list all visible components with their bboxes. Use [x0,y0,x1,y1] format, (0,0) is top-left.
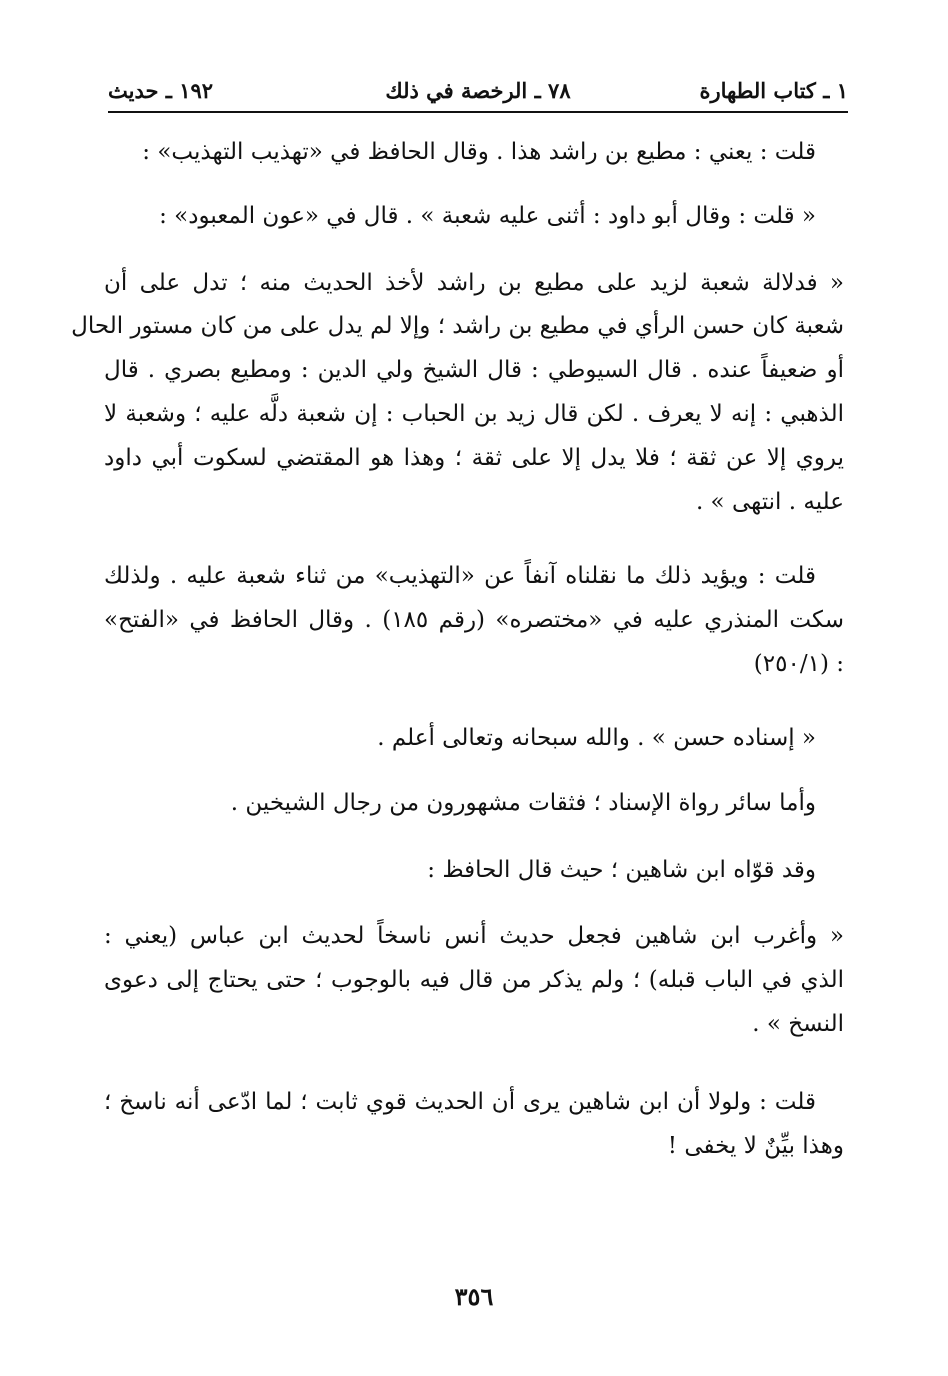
paragraph-3-line-2: شعبة كان حسن الرأي في مطيع بن راشد ؛ وإلا لم يدل على من كان مستور الحال [71,313,844,339]
paragraph-3-line-5: يروي إلا عن ثقة ؛ فلا يدل إلا على ثقة ؛ وهذا هو المقتضي لسكوت أبي داود [104,445,844,471]
paragraph-8-line-2: الذي في الباب قبله) ؛ ولم يذكر من قال فيه بالوجوب ؛ حتى يحتاج إلى دعوى [104,967,844,993]
paragraph-8-line-3: النسخ » . [752,1011,844,1037]
header-chapter-title: ٧٨ ـ الرخصة في ذلك [385,78,571,103]
paragraph-4-line-2: سكت المنذري عليه في «مختصره» (رقم ١٨٥) . وقال الحافظ في «الفتح» [104,607,844,633]
paragraph-3-line-1: « فدلالة شعبة لزيد على مطيع بن راشد لأخذ الحديث منه ؛ تدل على أن [104,270,844,296]
running-header [108,72,848,112]
paragraph-1-line-1: قلت : يعني : مطيع بن راشد هذا . وقال الحافظ في «تهذيب التهذيب» : [142,139,816,165]
paragraph-9-line-2: وهذا بيِّنٌ لا يخفى ! [667,1133,844,1159]
paragraph-5-line-1: « إسناده حسن » . والله سبحانه وتعالى أعلم . [377,725,816,751]
paragraph-3-line-3: أو ضعيفاً عنده . قال السيوطي : قال الشيخ ولي الدين : ومطيع بصري . قال [104,357,844,383]
page-number: ٣٥٦ [454,1282,494,1311]
paragraph-7-line-1: وقد قوّاه ابن شاهين ؛ حيث قال الحافظ : [427,857,816,883]
header-rule [108,111,848,113]
paragraph-4-line-1: قلت : ويؤيد ذلك ما نقلناه آنفاً عن «التهذيب» من ثناء شعبة عليه . ولذلك [104,563,816,589]
paragraph-3-line-6: عليه . انتهى » . [695,489,844,515]
header-hadith-number: ١٩٢ ـ حديث [108,78,214,103]
paragraph-9-line-1: قلت : ولولا أن ابن شاهين يرى أن الحديث قوي ثابت ؛ لما ادّعى أنه ناسخ ؛ [104,1089,816,1115]
paragraph-6-line-1: وأما سائر رواة الإسناد ؛ فثقات مشهورون من رجال الشيخين . [230,790,816,816]
paragraph-8-line-1: « وأغرب ابن شاهين فجعل حديث أنس ناسخاً لحديث ابن عباس (يعني : [104,923,844,949]
paragraph-4-line-3: (٢٥٠/١) : [753,651,844,677]
paragraph-2-line-1: « قلت : وقال أبو داود : أثنى عليه شعبة » . قال في «عون المعبود» : [159,203,816,229]
paragraph-3-line-4: الذهبي : إنه لا يعرف . لكن قال زيد بن الحباب : إن شعبة دلَّه عليه ؛ وشعبة لا [104,401,844,427]
header-book-title: ١ ـ كتاب الطهارة [699,78,848,103]
